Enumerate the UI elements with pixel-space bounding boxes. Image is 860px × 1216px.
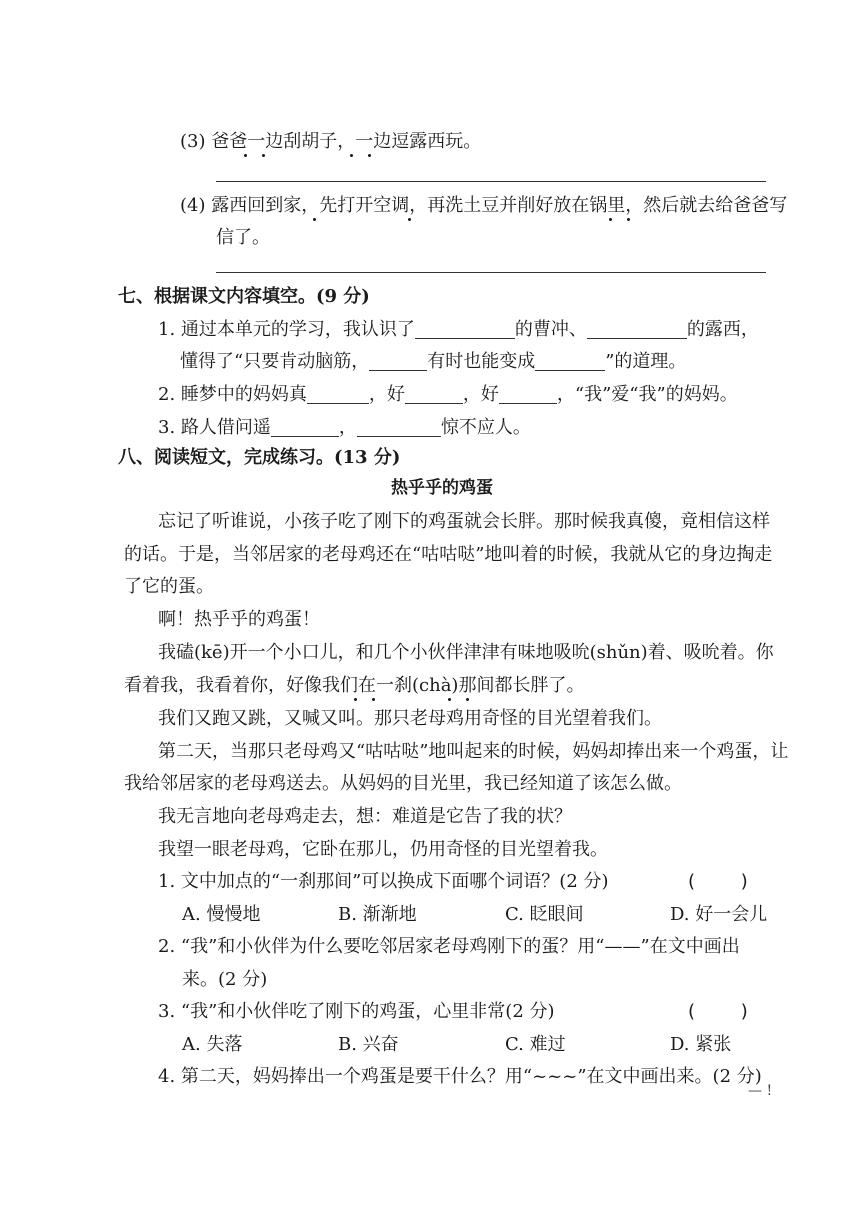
passage-p6: 我无言地向老母鸡走去，想：难道是它告了我的状？	[158, 806, 572, 827]
q1-option-d[interactable]: D. 好一会儿	[670, 904, 768, 925]
question-2-line-2: 来。(2 分)	[182, 969, 268, 990]
passage-p3-line-1: 我磕(kē)开一个小口儿，和几个小伙伴津津有味地吸吮(shǔn)着、吸吮着。你	[158, 642, 774, 663]
q7-s1-text: 1. 通过本单元的学习，我认识了	[158, 319, 415, 340]
emphasis-dot	[262, 154, 265, 157]
passage-p1-line-3: 了它的蛋。	[124, 576, 214, 597]
q1-option-a[interactable]: A. 慢慢地	[182, 904, 261, 925]
fill-blank[interactable]	[587, 320, 687, 339]
passage-p5-line-2: 我给邻居家的老母鸡送去。从妈妈的目光里，我已经知道了该怎么做。	[124, 773, 682, 794]
fill-blank[interactable]	[415, 320, 515, 339]
q7-sentence-1-cont	[180, 352, 686, 371]
page-number-mark: — !	[748, 1083, 773, 1099]
fill-blank[interactable]	[535, 352, 605, 371]
q7-s1-text: 懂得了“只要肯动脑筋，	[180, 351, 370, 372]
q7-s3-text: 惊不应人。	[440, 417, 531, 438]
q6-item-3: (3) 爸爸一边刮胡子，一边逗露西玩。	[180, 131, 482, 152]
q6-item-4-line-2: 信了。	[216, 227, 270, 248]
answer-line[interactable]	[216, 272, 766, 273]
emphasis-dot	[448, 698, 451, 701]
q7-s1-text: 有时也能变成	[427, 351, 536, 372]
emphasis-dot	[354, 698, 357, 701]
passage-p2: 啊！热乎乎的鸡蛋！	[158, 609, 320, 630]
emphasis-dot	[244, 154, 247, 157]
q7-s1-text: 的曹冲、	[514, 319, 587, 340]
fill-blank[interactable]	[271, 418, 339, 437]
q7-sentence-3	[158, 418, 531, 437]
answer-bracket[interactable]: ( )	[688, 1001, 748, 1022]
q3-option-c[interactable]: C. 难过	[505, 1034, 566, 1055]
q7-sentence-2	[158, 385, 738, 404]
emphasis-dot	[368, 154, 371, 157]
fill-blank[interactable]	[499, 385, 557, 404]
fill-blank[interactable]	[369, 352, 427, 371]
q7-s2-text: ，好	[462, 384, 499, 405]
q1-option-b[interactable]: B. 渐渐地	[338, 904, 417, 925]
q7-s2-text: ，好	[368, 384, 405, 405]
question-4: 4. 第二天，妈妈捧出一个鸡蛋是要干什么？用“~~~”在文中画出来。(2 分)	[158, 1066, 762, 1087]
emphasis-dot	[350, 154, 353, 157]
q7-s2-text: ，“我”爱“我”的妈妈。	[556, 384, 738, 405]
emphasis-dot	[408, 218, 411, 221]
passage-p3-line-2: 看着我，我看着你，好像我们在一刹(chà)那间都长胖了。	[124, 675, 585, 696]
fill-blank[interactable]	[357, 418, 441, 437]
passage-p5-line-1: 第二天，当那只老母鸡又“咕咕哒”地叫起来的时候，妈妈却捧出来一个鸡蛋，让	[158, 741, 789, 762]
emphasis-dot	[466, 698, 469, 701]
q7-s3-text: ，	[338, 417, 357, 438]
passage-title: 热乎乎的鸡蛋	[391, 478, 493, 498]
question-3: 3. “我”和小伙伴吃了刚下的鸡蛋，心里非常(2 分)	[158, 1001, 555, 1022]
q3-option-d[interactable]: D. 紧张	[670, 1034, 732, 1055]
q6-item-4-line-1: (4) 露西回到家，先打开空调，再洗土豆并削好放在锅里，然后就去给爸爸写	[180, 195, 788, 216]
emphasis-dot	[627, 218, 630, 221]
emphasis-dot	[313, 218, 316, 221]
emphasis-dot	[609, 218, 612, 221]
q7-sentence-1	[158, 320, 759, 339]
passage-p7: 我望一眼老母鸡，它卧在那儿，仍用奇怪的目光望着我。	[158, 839, 608, 860]
q7-s1-text: ”的道理。	[605, 351, 687, 372]
section-7-heading: 七、根据课文内容填空。(9 分)	[118, 286, 370, 307]
emphasis-dot	[372, 698, 375, 701]
q1-option-c[interactable]: C. 眨眼间	[505, 904, 584, 925]
section-8-heading: 八、阅读短文，完成练习。(13 分)	[118, 447, 401, 468]
q7-s3-text: 3. 路人借问遥	[158, 417, 271, 438]
q7-s1-text: 的露西，	[686, 319, 759, 340]
question-1: 1. 文中加点的“一刹那间”可以换成下面哪个词语？(2 分)	[158, 871, 609, 892]
fill-blank[interactable]	[307, 385, 369, 404]
q3-option-b[interactable]: B. 兴奋	[338, 1034, 399, 1055]
answer-bracket[interactable]: ( )	[688, 871, 748, 892]
passage-p4: 我们又跑又跳，又喊又叫。那只老母鸡用奇怪的目光望着我们。	[158, 708, 662, 729]
passage-p1-line-2: 的话。于是，当邻居家的老母鸡还在“咕咕哒”地叫着的时候，我就从它的身边掏走	[124, 544, 773, 565]
fill-blank[interactable]	[405, 385, 463, 404]
answer-line[interactable]	[216, 181, 766, 182]
q7-s2-text: 2. 睡梦中的妈妈真	[158, 384, 307, 405]
q3-option-a[interactable]: A. 失落	[182, 1034, 243, 1055]
question-2-line-1: 2. “我”和小伙伴为什么要吃邻居家老母鸡刚下的蛋？用“——”在文中画出	[158, 936, 740, 957]
passage-p1-line-1: 忘记了听谁说，小孩子吃了刚下的鸡蛋就会长胖。那时候我真傻，竟相信这样	[158, 511, 770, 532]
